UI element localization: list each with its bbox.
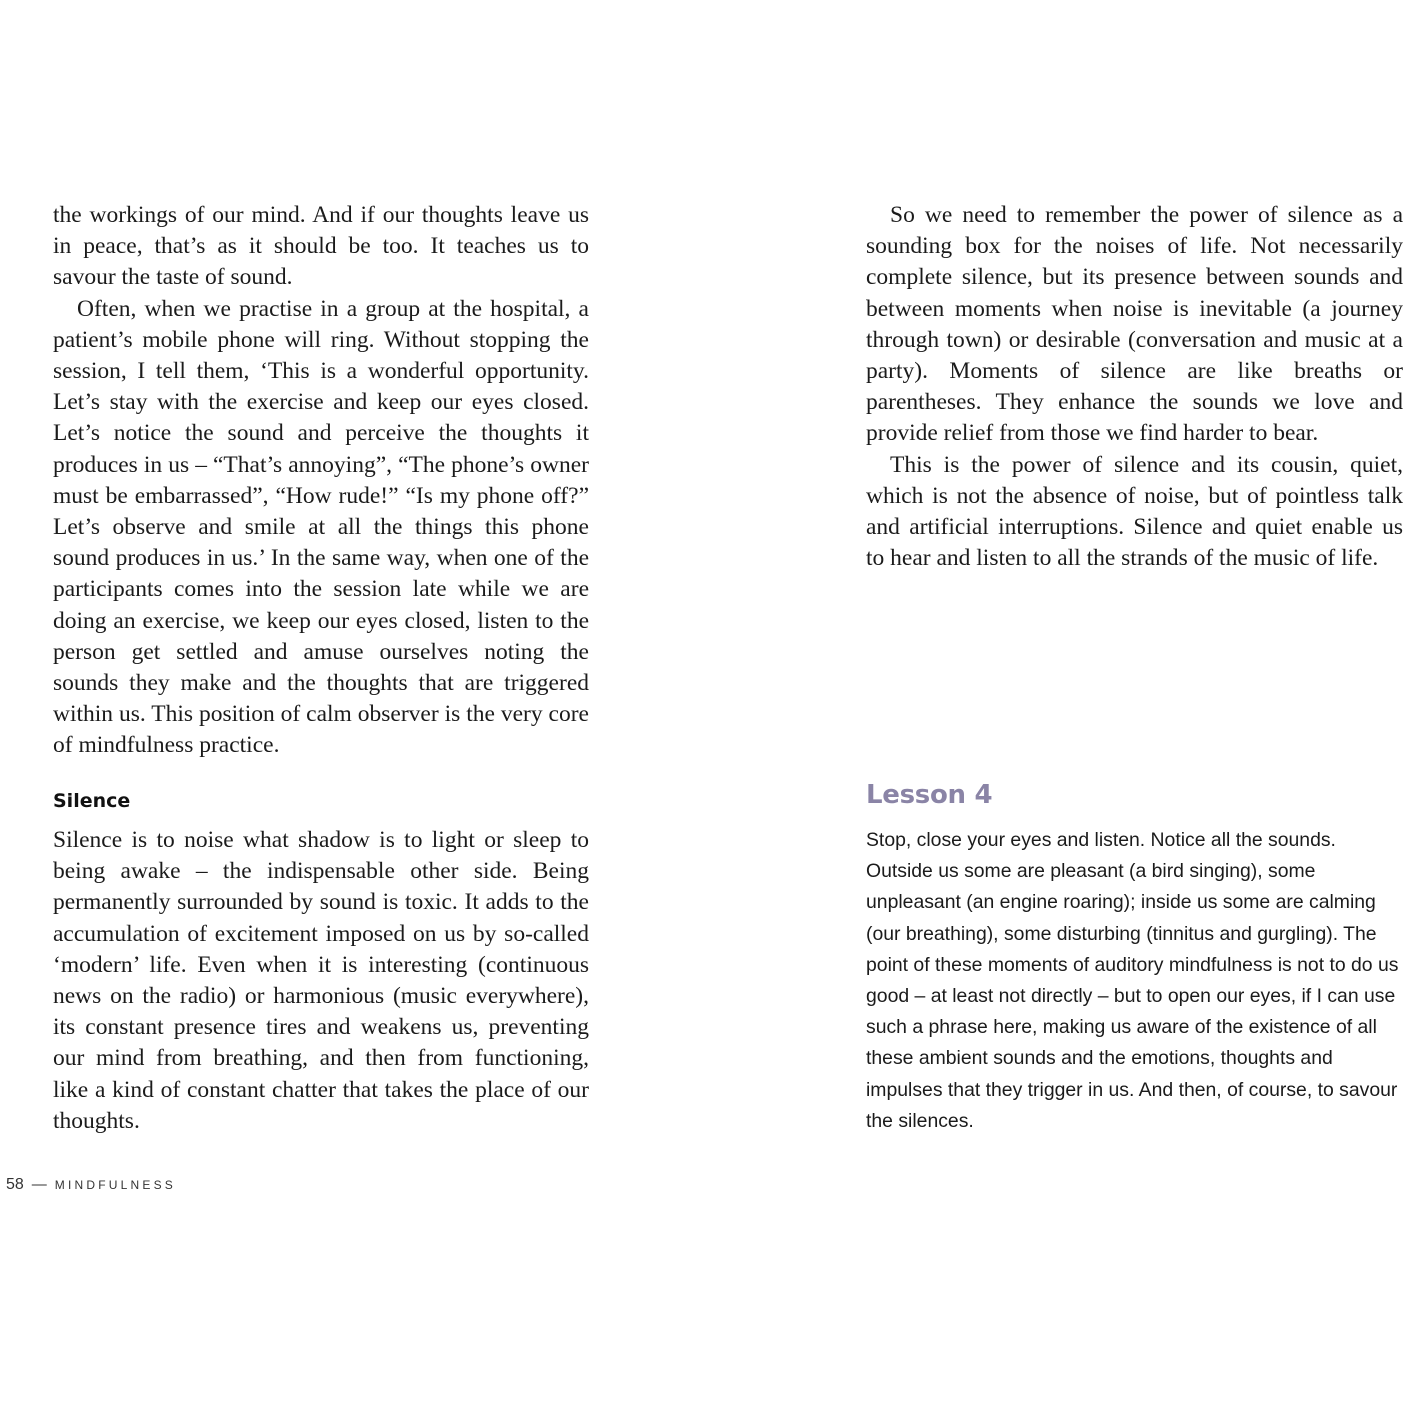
lesson-body: Stop, close your eyes and listen. Notice all the sounds. Outside us some are pleasant (a bird singing), some unpleasant (an engine roaring); inside us some are calming (our breathing), some disturbing (tinnitus and gurgling). The point of these moments of auditory mindfulness is not to do us good – at least not directly – but to open our eyes, if I can use such a phrase here, making us aware of the existence of all these ambient sounds and the emotions, thoughts and impulses that they trigger in us. And then, of course, to savour the silences.	[866, 829, 1399, 1132]
page-number: 58	[6, 1176, 24, 1193]
silence-section	[53, 825, 589, 1137]
body-paragraph: This is the power of silence and its cousin, quiet, which is not the absence of noise, but of pointless talk and artificial interruptions. Silence and quiet enable us to hear and listen to all the strands of the music of life.	[866, 451, 1403, 572]
right-column	[866, 200, 1403, 574]
body-paragraph: the workings of our mind. And if our thoughts leave us in peace, that’s as it should be too. It teaches us to savour the taste of sound.	[53, 202, 589, 291]
page-footer	[6, 1176, 176, 1194]
body-paragraph: Silence is to noise what shadow is to light or sleep to being awake – the indispensable other side. Being permanently surrounded by sound is toxic. It adds to the accumulation of excitement imposed on us by so-called ‘modern’ life. Even when it is interesting (continuous news on the radio) or harmonious (music everywhere), its constant presence tires and weakens us, preventing our mind from breathing, and then from functioning, like a kind of constant chatter that takes the place of our thoughts.	[53, 827, 589, 1134]
lesson-heading: Lesson 4	[866, 780, 993, 810]
running-title: MINDFULNESS	[54, 1178, 177, 1192]
body-paragraph: Often, when we practise in a group at the hospital, a patient’s mobile phone will ring. Without stopping the session, I tell them, ‘This is a wonderful opportunity. Let’s stay with the exercise and keep our eyes closed. Let’s notice the sound and perceive the thoughts it produces in us – “That’s annoying”, “The phone’s owner must be embarrassed”, “How rude!” “Is my phone off?” Let’s observe and smile at all the things this phone sound produces in us.’ In the same way, when one of the participants comes into the session late while we are doing an exercise, we keep our eyes closed, listen to the person get settled and amuse ourselves noting the sounds they make and the thoughts that are triggered within us. This position of calm observer is the very core of mindfulness practice.	[53, 295, 589, 759]
section-heading: Silence	[53, 790, 131, 812]
footer-separator: —	[31, 1176, 47, 1193]
body-paragraph: So we need to remember the power of silence as a sounding box for the noises of life. Not necessarily complete silence, but its presence between sounds and between moments when noise is inevitable (a journey through town) or desirable (conversation and music at a party). Moments of silence are like breaths or parentheses. They enhance the sounds we love and provide relief from those we find harder to bear.	[866, 202, 1403, 447]
left-column	[53, 200, 589, 762]
